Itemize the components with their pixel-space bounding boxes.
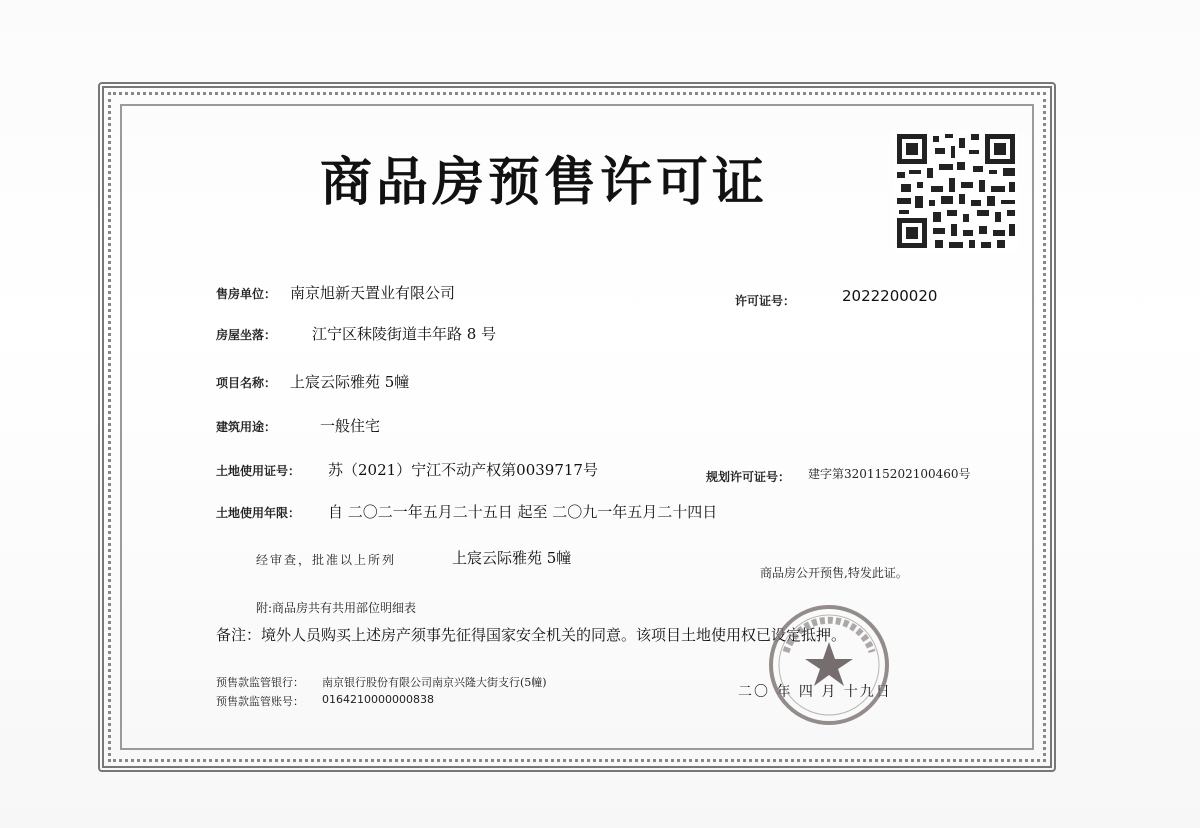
account-label: 预售款监管账号： <box>216 695 304 708</box>
project-label: 项目名称： <box>216 376 277 390</box>
land-cert-value: 苏（2021）宁江不动产权第0039717号 <box>328 461 598 479</box>
certificate-title: 商品房预售许可证 <box>320 153 769 213</box>
location-value: 江宁区秣陵街道丰年路 8 号 <box>312 325 497 343</box>
appendix-text: 附:商品房共有共用部位明细表 <box>256 601 417 615</box>
qr-code-icon <box>893 130 1019 252</box>
land-term-value: 自 二〇二一年五月二十五日 起至 二〇九一年五月二十四日 <box>328 503 718 521</box>
location-label: 房屋坐落： <box>216 328 277 342</box>
usage-value: 一般住宅 <box>320 417 381 435</box>
seller-value: 南京旭新天置业有限公司 <box>290 284 456 302</box>
bank-value: 南京银行股份有限公司南京兴隆大街支行(5幢) <box>322 676 547 689</box>
bank-label: 预售款监管银行： <box>216 676 304 689</box>
usage-label: 建筑用途： <box>216 420 277 434</box>
project-value: 上宸云际雅苑 5幢 <box>290 373 410 391</box>
planning-value: 建字第320115202100460号 <box>808 467 971 481</box>
approval-text: 经审查，批准以上所列 <box>256 553 397 567</box>
remark-text: 备注：境外人员购买上述房产须事先征得国家安全机关的同意。该项目土地使用权已设定抵押。 <box>216 626 847 644</box>
approval-project: 上宸云际雅苑 5幢 <box>452 549 572 567</box>
land-cert-label: 土地使用证号： <box>216 464 301 478</box>
approval-tail: 商品房公开预售,特发此证。 <box>760 566 908 580</box>
planning-label: 规划许可证号： <box>706 470 791 484</box>
land-term-label: 土地使用年限： <box>216 506 301 520</box>
official-seal-icon <box>766 602 892 728</box>
license-no-label: 许可证号： <box>735 294 796 308</box>
issue-date: 二〇 年 四 月 十九日 <box>738 684 892 700</box>
seller-label: 售房单位： <box>216 287 277 301</box>
account-value: 0164210000000838 <box>322 693 434 706</box>
license-no-value: 2022200020 <box>842 287 938 305</box>
